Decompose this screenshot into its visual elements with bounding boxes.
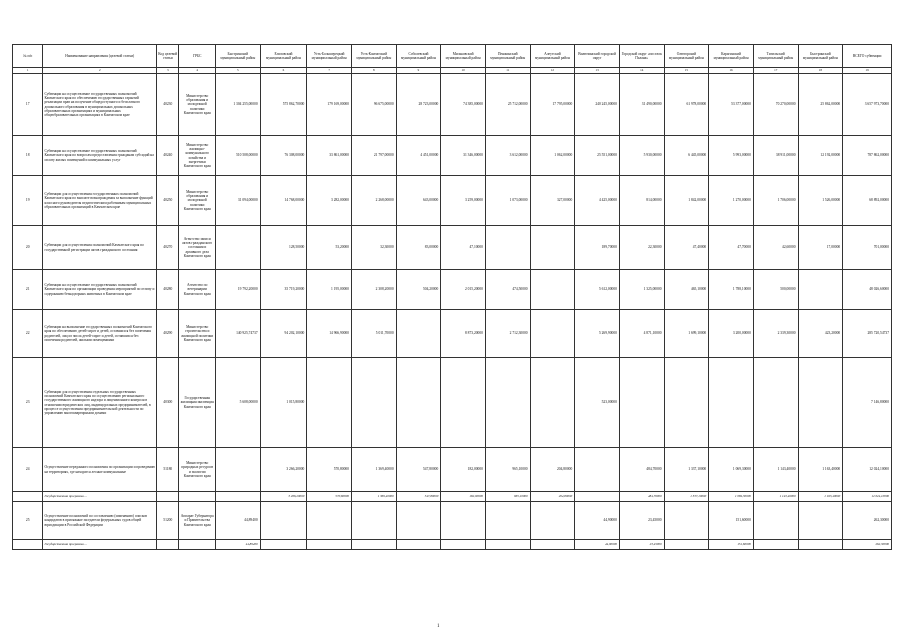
value-cell: 5 269,90000 [575, 310, 620, 358]
value-cell: 5 608,00000 [215, 358, 260, 448]
value-cell: 31 094,00000 [215, 176, 260, 226]
row-code: 40290 [157, 310, 179, 358]
value-cell: 423,20000 [798, 310, 843, 358]
column-number: 2 [43, 68, 157, 74]
value-cell [215, 492, 260, 502]
column-number: 13 [575, 68, 620, 74]
value-cell [530, 358, 575, 448]
subtotal-row [13, 492, 892, 502]
value-cell [530, 226, 575, 270]
value-cell: 76 308,00000 [260, 136, 307, 176]
budget-table-sheet [12, 44, 892, 550]
row-code [157, 540, 179, 550]
value-cell: 2 308,20000 [351, 270, 396, 310]
value-cell: 1 062,00000 [530, 136, 575, 176]
value-cell: 140 925,74737 [215, 310, 260, 358]
value-cell: 547,80000 [396, 448, 441, 492]
value-cell [351, 358, 396, 448]
value-cell: 31 346,00000 [441, 136, 486, 176]
value-cell: 570,80000 [307, 448, 352, 492]
value-cell: 128,50000 [260, 226, 307, 270]
value-cell [307, 502, 352, 540]
column-number: 7 [307, 68, 352, 74]
value-cell: 182,00000 [441, 448, 486, 492]
value-cell [396, 310, 441, 358]
value-cell [441, 540, 486, 550]
row-number: 18 [13, 136, 43, 176]
value-cell: 1 163,40000 [798, 492, 843, 502]
column-header: Усть-Камчатский муниципальный район [351, 45, 396, 68]
column-header: Наименование направления (целевой статьи) [43, 45, 157, 68]
value-cell: 965,10000 [485, 448, 530, 492]
value-cell: 204,80000 [530, 448, 575, 492]
value-cell [485, 358, 530, 448]
row-code: 40250 [157, 176, 179, 226]
value-cell [307, 358, 352, 448]
value-cell [530, 502, 575, 540]
value-cell [530, 310, 575, 358]
value-cell: 189,70000 [575, 226, 620, 270]
value-cell: 1 788,10000 [709, 270, 754, 310]
row-name: Осуществление полномочий по составлению (изменению) списков кандидатов в присяжные заседатели федеральных судов общей юрисдикции в Российской Федерации [43, 502, 157, 540]
value-cell: 151,60000 [709, 502, 754, 540]
value-cell [664, 358, 709, 448]
column-number: 3 [157, 68, 179, 74]
row-code [157, 492, 179, 502]
value-cell [798, 502, 843, 540]
row-grbs: Министерство жилищно-коммунального хозяйства и энергетики Камчатского края [179, 136, 216, 176]
value-cell [396, 540, 441, 550]
value-cell: 643,00000 [396, 176, 441, 226]
value-cell: 484,70000 [619, 492, 664, 502]
value-cell [485, 226, 530, 270]
value-cell: 575 862,70000 [260, 74, 307, 136]
value-cell: 47,10000 [441, 226, 486, 270]
value-cell: 44,90000 [575, 540, 620, 550]
value-cell: 3 282,00000 [307, 176, 352, 226]
row-number: 25 [13, 502, 43, 540]
value-cell: 465,10000 [664, 270, 709, 310]
value-cell: 4 425,00000 [575, 176, 620, 226]
value-cell: 1 195,00000 [307, 270, 352, 310]
value-cell: 74 385,00000 [441, 74, 486, 136]
value-cell: 5 612,00000 [575, 270, 620, 310]
value-cell: 44,89400 [215, 540, 260, 550]
value-cell: 53,20000 [307, 226, 352, 270]
value-cell: 44,90000 [575, 502, 620, 540]
column-header: Код целевой статьи [157, 45, 179, 68]
value-cell: 42,60000 [753, 226, 798, 270]
column-number: 16 [709, 68, 754, 74]
value-cell [215, 226, 260, 270]
value-cell: 4 871,10000 [619, 310, 664, 358]
value-cell: 61 978,00000 [664, 74, 709, 136]
value-cell [530, 270, 575, 310]
value-cell: 1 015,80000 [260, 358, 307, 448]
row-name: Субвенции для осуществления отдельных государственных полномочий Камчатского края по осуществлению регионального государственного жилищного надзора и лицензионного контроля в отношении юридических лиц, индивидуальных предпринимателей, в процессе осуществления предпринимательской деятельности по управлению многоквартирными домами [43, 358, 157, 448]
value-cell: 474,50000 [485, 270, 530, 310]
value-cell: 23,45000 [619, 502, 664, 540]
row-name: Государственная программа ... [43, 492, 157, 502]
row-code: 51200 [157, 502, 179, 540]
column-header: Соболевский муниципальный район [396, 45, 441, 68]
row-name: Осуществление переданного полномочия по организации и проведению на территориях, где находятся лесные коммунальные [43, 448, 157, 492]
value-cell: 68 892,00000 [843, 176, 892, 226]
column-number: 15 [664, 68, 709, 74]
row-number: 17 [13, 74, 43, 136]
value-cell [575, 492, 620, 502]
value-cell [575, 448, 620, 492]
value-cell [530, 540, 575, 550]
value-cell [441, 502, 486, 540]
value-cell: 1 699,10000 [664, 310, 709, 358]
value-cell: 25 712,00000 [485, 74, 530, 136]
row-grbs: Агентство записи актов гражданского состояния и архивного дела Камчатского края [179, 226, 216, 270]
value-cell: 83,00000 [396, 226, 441, 270]
column-number: 18 [798, 68, 843, 74]
value-cell: 5 930,00000 [619, 136, 664, 176]
column-header: ВСЕГО субвенции [843, 45, 892, 68]
value-cell: 47,70000 [709, 226, 754, 270]
value-cell: 7 146,80000 [843, 358, 892, 448]
value-cell [485, 502, 530, 540]
value-cell: 6 445,00000 [664, 136, 709, 176]
row-name: Субвенции для осуществления полномочий Камчатского края по государственной регистрации актов гражданского состояния [43, 226, 157, 270]
row-grbs [179, 540, 216, 550]
row-name: Субвенции на выполнение государственных полномочий Камчатского края по обеспечению детей-сирот и детей, оставшихся без попечения родителей, лиц из числа детей-сирот и детей, оставшихся без попечения родителей, жилыми помещениями [43, 310, 157, 358]
value-cell: 1 337,10000 [664, 492, 709, 502]
value-cell: 1 143,40000 [753, 492, 798, 502]
column-number: 8 [351, 68, 396, 74]
value-cell [753, 358, 798, 448]
row-grbs [179, 492, 216, 502]
value-cell: 14 768,00000 [260, 176, 307, 226]
column-number: 14 [619, 68, 664, 74]
value-cell: 48 026,60000 [843, 270, 892, 310]
value-cell: 3 200,00000 [709, 310, 754, 358]
value-cell: 240 245,00000 [575, 74, 620, 136]
row-code: 40300 [157, 358, 179, 448]
value-cell: 814,00000 [619, 176, 664, 226]
row-number: 19 [13, 176, 43, 226]
value-cell [664, 540, 709, 550]
column-header: Быстринский муниципальный район [215, 45, 260, 68]
row-number: 22 [13, 310, 43, 358]
row-code: 40240 [157, 136, 179, 176]
value-cell: 1 163,40000 [798, 448, 843, 492]
table-row [13, 448, 892, 492]
value-cell: 1 337,10000 [664, 448, 709, 492]
column-number: 1 [13, 68, 43, 74]
value-cell: 28 723,00000 [396, 74, 441, 136]
value-cell: 22,30000 [619, 226, 664, 270]
value-cell: 32,30000 [351, 226, 396, 270]
value-cell [664, 502, 709, 540]
value-cell: 204,80000 [530, 492, 575, 502]
row-name: Субвенции для осуществления государственных полномочий Камчатского края по выплате вознаграждения за выполнение функций классного руководителя педагогическим работникам муниципальных образовательных организаций в Камчатском крае [43, 176, 157, 226]
value-cell: 17,00000 [798, 226, 843, 270]
value-cell [798, 270, 843, 310]
value-cell: 504,20000 [396, 270, 441, 310]
value-cell: 2 339,30000 [753, 310, 798, 358]
column-number: 11 [485, 68, 530, 74]
column-number: 12 [530, 68, 575, 74]
value-cell: 94 202,10000 [260, 310, 307, 358]
value-cell: 25 862,00000 [798, 74, 843, 136]
value-cell: 1 325,00000 [619, 270, 664, 310]
row-grbs: Министерство образования и молодежной политики Камчатского края [179, 74, 216, 136]
row-number: 23 [13, 358, 43, 448]
value-cell: 262,30000 [843, 540, 892, 550]
value-cell: 70 270,00000 [753, 74, 798, 136]
column-header: Алеутский муниципальный район [530, 45, 575, 68]
value-cell: 2 712,30000 [485, 310, 530, 358]
value-cell [753, 502, 798, 540]
value-cell: 3 657 973,70000 [843, 74, 892, 136]
column-header: Вилючинский городской округ [575, 45, 620, 68]
value-cell [396, 502, 441, 540]
header-row [13, 45, 892, 68]
value-cell [396, 358, 441, 448]
row-number [13, 492, 43, 502]
value-cell: 1 526,00000 [798, 176, 843, 226]
row-grbs: Агентство по ветеринарии Камчатского края [179, 270, 216, 310]
row-name: Субвенции на осуществление государственных полномочий Камчатского края по вопросам предоставления гражданам субсидий на оплату жилых помещений и коммунальных услуг [43, 136, 157, 176]
row-number: 24 [13, 448, 43, 492]
value-cell: 21 797,00000 [351, 136, 396, 176]
value-cell [709, 358, 754, 448]
table-row [13, 226, 892, 270]
value-cell: 787 862,00000 [843, 136, 892, 176]
value-cell: 19 792,20000 [215, 270, 260, 310]
row-grbs: Аппарат Губернатора и Правительства Камчатского края [179, 502, 216, 540]
value-cell: 3 266,20000 [260, 448, 307, 492]
column-number: 19 [843, 68, 892, 74]
value-cell: 47,40000 [664, 226, 709, 270]
value-cell: 1 304 255,00000 [215, 74, 260, 136]
value-cell [753, 540, 798, 550]
value-cell [351, 540, 396, 550]
value-cell [215, 448, 260, 492]
value-cell: 1 069,30000 [709, 448, 754, 492]
value-cell: 31 490,00000 [619, 74, 664, 136]
column-header: ГРБС [179, 45, 216, 68]
value-cell: 1 369,40000 [351, 448, 396, 492]
subtotal-row [13, 540, 892, 550]
value-cell [798, 358, 843, 448]
table-row [13, 136, 892, 176]
row-code: 40280 [157, 270, 179, 310]
column-header: Олюторский муниципальный район [664, 45, 709, 68]
column-header: № п/п [13, 45, 43, 68]
column-header: Пенжинский муниципальный район [485, 45, 530, 68]
column-header: Карагинский муниципальный район [709, 45, 754, 68]
row-grbs: Государственная жилищная инспекция Камчатского края [179, 358, 216, 448]
column-number: 17 [753, 68, 798, 74]
value-cell: 2 268,00000 [351, 176, 396, 226]
row-code: 40270 [157, 226, 179, 270]
value-cell: 35 719,20000 [260, 270, 307, 310]
value-cell: 33 861,00000 [307, 136, 352, 176]
value-cell: 12 192,00000 [798, 136, 843, 176]
value-cell: 4 451,00000 [396, 136, 441, 176]
table-row [13, 270, 892, 310]
value-cell [441, 358, 486, 448]
row-code: 51180 [157, 448, 179, 492]
value-cell: 1 143,40000 [753, 448, 798, 492]
subvention-distribution-table [12, 44, 892, 550]
value-cell: 17 795,00000 [530, 74, 575, 136]
column-header: Тигильский муниципальный район [753, 45, 798, 68]
value-cell [798, 540, 843, 550]
value-cell: 285 720,54737 [843, 310, 892, 358]
value-cell [260, 540, 307, 550]
value-cell: 23,45000 [619, 540, 664, 550]
value-cell [260, 502, 307, 540]
value-cell: 262,30000 [843, 502, 892, 540]
column-header: Мильковский муниципальный район [441, 45, 486, 68]
value-cell: 570,80000 [307, 492, 352, 502]
table-row [13, 74, 892, 136]
value-cell: 1 369,40000 [351, 492, 396, 502]
row-name: Субвенции на осуществление государственных полномочий Камчатского края по организации проведения мероприятий по отлову и содержанию безнадзорных животных в Камчатском крае [43, 270, 157, 310]
value-cell: 3 259,00000 [441, 176, 486, 226]
value-cell: 8 873,20000 [441, 310, 486, 358]
row-code: 40230 [157, 74, 179, 136]
value-cell: 25 551,00000 [575, 136, 620, 176]
value-cell: 179 169,00000 [307, 74, 352, 136]
value-cell: 1 842,00000 [664, 176, 709, 226]
value-cell: 151,60000 [709, 540, 754, 550]
value-cell: 1 270,00000 [709, 176, 754, 226]
value-cell: 701,00000 [843, 226, 892, 270]
value-cell: 44,89400 [215, 502, 260, 540]
value-cell: 3 612,00000 [485, 136, 530, 176]
table-body [13, 74, 892, 550]
table-row [13, 358, 892, 448]
value-cell: 38 911,00000 [753, 136, 798, 176]
row-grbs: Министерство природных ресурсов и экологии Камчатского края [179, 448, 216, 492]
column-header: Елизовский муниципальный район [260, 45, 307, 68]
column-header: Городской округ «поселок Палана» [619, 45, 664, 68]
column-number: 6 [260, 68, 307, 74]
value-cell: 510 508,00000 [215, 136, 260, 176]
value-cell: 53 377,00000 [709, 74, 754, 136]
value-cell: 500,00000 [753, 270, 798, 310]
value-cell: 1 073,00000 [485, 176, 530, 226]
value-cell: 14 966,90000 [307, 310, 352, 358]
value-cell: 327,00000 [530, 176, 575, 226]
value-cell [619, 358, 664, 448]
value-cell: 2 015,20000 [441, 270, 486, 310]
value-cell [307, 540, 352, 550]
value-cell: 5 011,70000 [351, 310, 396, 358]
value-cell: 182,00000 [441, 492, 486, 502]
table-row [13, 176, 892, 226]
value-cell: 965,10000 [485, 492, 530, 502]
value-cell: 3 266,20000 [260, 492, 307, 502]
page-number: 1 [437, 624, 440, 629]
value-cell: 1 069,30000 [709, 492, 754, 502]
table-row [13, 310, 892, 358]
row-number: 21 [13, 270, 43, 310]
value-cell: 1 706,00000 [753, 176, 798, 226]
value-cell [351, 502, 396, 540]
value-cell: 484,70000 [619, 448, 664, 492]
value-cell [485, 540, 530, 550]
table-row [13, 502, 892, 540]
column-header: Быстринский муниципальный район [798, 45, 843, 68]
row-name: Государственная программа ... [43, 540, 157, 550]
column-number: 10 [441, 68, 486, 74]
column-number: 4 [179, 68, 216, 74]
row-number [13, 540, 43, 550]
row-number: 20 [13, 226, 43, 270]
value-cell: 12 024,10000 [843, 448, 892, 492]
column-header: Усть-Большерецкий муниципальный район [307, 45, 352, 68]
row-grbs: Министерство образования и молодежной политики Камчатского края [179, 176, 216, 226]
value-cell: 547,80000 [396, 492, 441, 502]
value-cell: 5 993,00000 [709, 136, 754, 176]
value-cell: 523,00000 [575, 358, 620, 448]
column-number: 9 [396, 68, 441, 74]
column-number: 5 [215, 68, 260, 74]
row-name: Субвенции на осуществление государственных полномочий Камчатского края по обеспечению государственных гарантий реализации прав на получение общедоступного и бесплатного дошкольного образования в муниципальных дошкольных образовательных организациях и муниципальных общеобразовательных организациях в Камчатском крае [43, 74, 157, 136]
row-grbs: Министерство строительства и жилищной политики Камчатского края [179, 310, 216, 358]
value-cell: 96 675,00000 [351, 74, 396, 136]
value-cell: 12 024,10000 [843, 492, 892, 502]
